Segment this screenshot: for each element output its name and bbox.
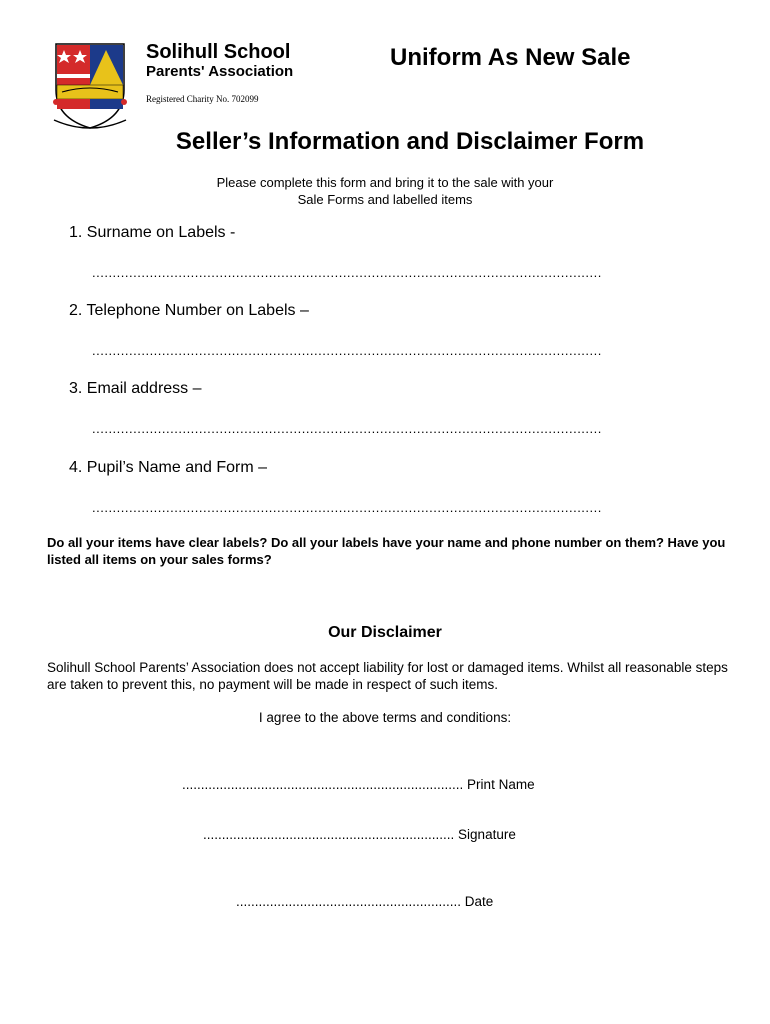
print-name-line[interactable]: ........................................................................... Print Name	[182, 777, 535, 792]
question-surname: 1. Surname on Labels -	[69, 224, 236, 241]
answer-line-telephone[interactable]: ............................................................................................................................	[92, 343, 602, 358]
org-subtitle: Parents' Association	[146, 63, 294, 80]
question-email: 3. Email address –	[69, 380, 202, 397]
answer-line-email[interactable]: ............................................................................................................................	[92, 421, 602, 436]
agree-statement: I agree to the above terms and conditions:	[258, 710, 512, 725]
question-telephone: 2. Telephone Number on Labels –	[69, 302, 309, 319]
event-title: Uniform As New Sale	[390, 44, 631, 71]
intro-line-1: Please complete this form and bring it to the sale with your	[216, 175, 554, 190]
date-line[interactable]: ............................................................ Date	[236, 894, 494, 909]
form-title: Seller’s Information and Disclaimer Form	[175, 128, 645, 155]
label-reminder: Do all your items have clear labels? Do all your labels have your name and phone number on them? Have you listed all items on your sales forms?	[47, 535, 726, 567]
intro-line-2: Sale Forms and labelled items	[297, 192, 473, 207]
answer-line-surname[interactable]: ............................................................................................................................	[92, 265, 602, 280]
charity-number: Registered Charity No. 702099	[146, 94, 259, 104]
question-pupil-name: 4. Pupil’s Name and Form –	[69, 459, 268, 476]
disclaimer-text: Solihull School Parents’ Association does not accept liability for lost or damaged items. Whilst all reasonable steps are taken to prevent this, no payment will be made in respect of such items.	[47, 660, 728, 692]
signature-line[interactable]: ................................................................... Signature	[203, 827, 516, 842]
form-intro	[0, 174, 770, 208]
school-crest-logo	[52, 40, 128, 132]
disclaimer-heading: Our Disclaimer	[328, 624, 442, 641]
answer-line-pupil-name[interactable]: ............................................................................................................................	[92, 500, 602, 515]
org-name: Solihull School	[146, 41, 291, 63]
